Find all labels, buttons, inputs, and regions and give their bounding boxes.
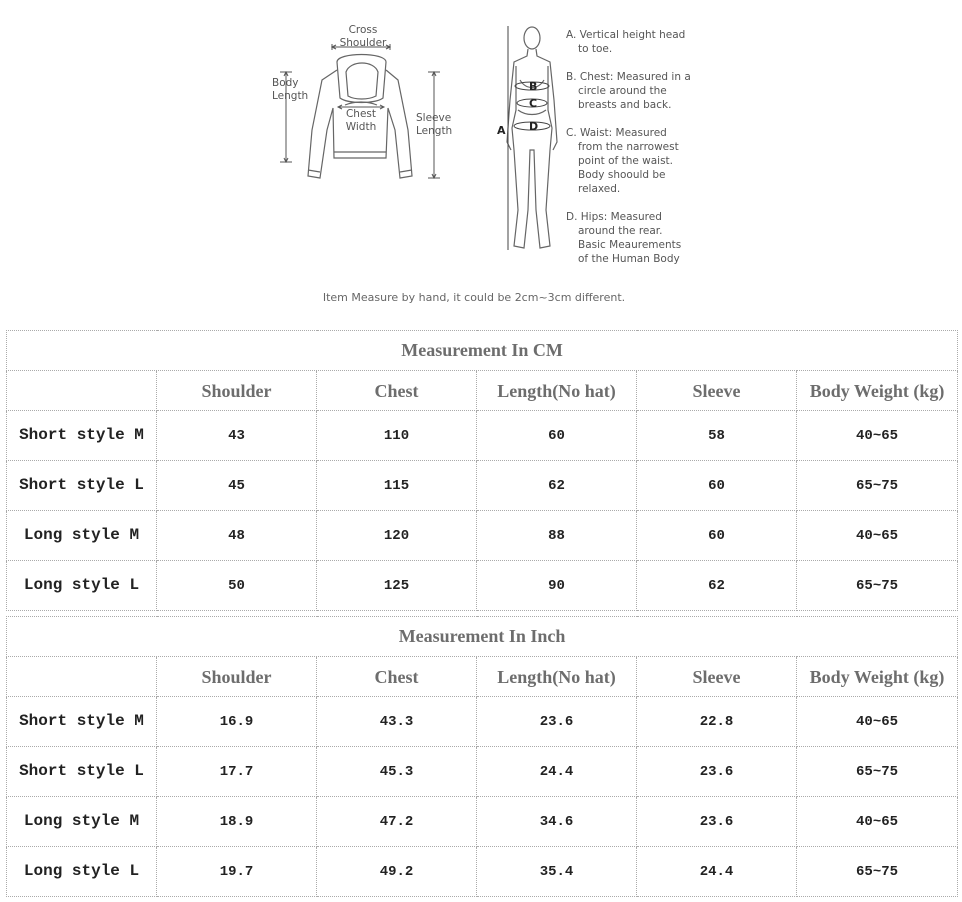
cell-shoulder: 18.9 — [157, 797, 317, 847]
legend-text: D. Hips: Measured around the rear. Basic Meaurements of the Human Body — [566, 211, 682, 265]
cell-chest: 43.3 — [317, 697, 477, 747]
measurement-note: Item Measure by hand, it could be 2cm~3cm different. — [322, 291, 626, 304]
cell-chest: 110 — [317, 411, 477, 461]
cell-chest: 120 — [317, 511, 477, 561]
cell-sleeve: 60 — [637, 511, 797, 561]
cell-sleeve: 22.8 — [637, 697, 797, 747]
header-shoulder: Shoulder — [157, 371, 317, 411]
cell-sleeve: 62 — [637, 561, 797, 611]
table-header-row — [7, 371, 958, 411]
cell-length: 60 — [477, 411, 637, 461]
cell-length: 24.4 — [477, 747, 637, 797]
header-shoulder: Shoulder — [157, 657, 317, 697]
cell-chest: 47.2 — [317, 797, 477, 847]
measurement-table-inch — [6, 616, 958, 897]
cell-sleeve: 24.4 — [637, 847, 797, 897]
cross-shoulder-label: Cross Shoulder — [339, 24, 387, 49]
cell-sleeve: 60 — [637, 461, 797, 511]
garment-and-body-illustration — [0, 0, 962, 320]
cell-chest: 125 — [317, 561, 477, 611]
table-row — [7, 797, 958, 847]
cell-body-weight: 40~65 — [797, 697, 958, 747]
cell-length: 35.4 — [477, 847, 637, 897]
cell-sleeve: 58 — [637, 411, 797, 461]
cell-body-weight: 40~65 — [797, 411, 958, 461]
row-label: Long style L — [7, 847, 157, 897]
header-body-weight: Body Weight (kg) — [797, 371, 958, 411]
legend-text: B. Chest: Measured in a circle around the breasts and back. — [566, 71, 691, 111]
cell-sleeve: 23.6 — [637, 747, 797, 797]
header-sleeve: Sleeve — [637, 371, 797, 411]
cell-length: 34.6 — [477, 797, 637, 847]
cell-length: 23.6 — [477, 697, 637, 747]
body-letter-a: A — [497, 124, 506, 137]
header-body-weight: Body Weight (kg) — [797, 657, 958, 697]
row-label: Long style L — [7, 561, 157, 611]
legend-item-d — [566, 210, 706, 266]
cell-body-weight: 65~75 — [797, 561, 958, 611]
body-letter-d: D — [529, 120, 539, 133]
cell-length: 90 — [477, 561, 637, 611]
table-row — [7, 511, 958, 561]
body-length-label: Body Length — [272, 77, 309, 102]
human-figure-drawing — [507, 27, 557, 248]
legend-text: C. Waist: Measured from the narrowest point of the waist. Body shoould be relaxed. — [566, 127, 679, 195]
cell-chest: 45.3 — [317, 747, 477, 797]
cell-body-weight: 65~75 — [797, 747, 958, 797]
row-label: Long style M — [7, 511, 157, 561]
cell-shoulder: 17.7 — [157, 747, 317, 797]
cell-shoulder: 19.7 — [157, 847, 317, 897]
header-chest: Chest — [317, 371, 477, 411]
table-title: Measurement In Inch — [7, 617, 958, 657]
table-row — [7, 561, 958, 611]
chest-width-label: Chest Width — [345, 108, 377, 133]
row-label: Short style M — [7, 697, 157, 747]
cell-shoulder: 48 — [157, 511, 317, 561]
cell-sleeve: 23.6 — [637, 797, 797, 847]
table-row — [7, 847, 958, 897]
cell-shoulder: 50 — [157, 561, 317, 611]
header-cell-empty — [7, 371, 157, 411]
cell-shoulder: 16.9 — [157, 697, 317, 747]
cell-shoulder: 45 — [157, 461, 317, 511]
cell-body-weight: 40~65 — [797, 511, 958, 561]
header-sleeve: Sleeve — [637, 657, 797, 697]
table-row — [7, 461, 958, 511]
table-row — [7, 697, 958, 747]
cell-length: 88 — [477, 511, 637, 561]
row-label: Short style L — [7, 747, 157, 797]
table-row — [7, 747, 958, 797]
cell-body-weight: 40~65 — [797, 797, 958, 847]
table-title: Measurement In CM — [7, 331, 958, 371]
cell-shoulder: 43 — [157, 411, 317, 461]
row-label: Long style M — [7, 797, 157, 847]
body-letter-c: C — [529, 97, 538, 110]
header-length: Length(No hat) — [477, 657, 637, 697]
row-label: Short style L — [7, 461, 157, 511]
legend-item-c — [566, 126, 706, 196]
cell-body-weight: 65~75 — [797, 461, 958, 511]
cell-length: 62 — [477, 461, 637, 511]
legend-item-a — [566, 28, 706, 56]
sleeve-length-label: Sleeve Length — [416, 112, 453, 137]
size-diagram — [0, 0, 962, 320]
header-chest: Chest — [317, 657, 477, 697]
row-label: Short style M — [7, 411, 157, 461]
cell-chest: 115 — [317, 461, 477, 511]
measurement-table-cm — [6, 330, 958, 611]
cell-body-weight: 65~75 — [797, 847, 958, 897]
table-header-row — [7, 657, 958, 697]
cell-chest: 49.2 — [317, 847, 477, 897]
legend-item-b — [566, 70, 706, 112]
header-cell-empty — [7, 657, 157, 697]
body-letter-b: B — [529, 80, 538, 93]
table-row — [7, 411, 958, 461]
legend-text: A. Vertical height head to toe. — [566, 29, 686, 55]
header-length: Length(No hat) — [477, 371, 637, 411]
